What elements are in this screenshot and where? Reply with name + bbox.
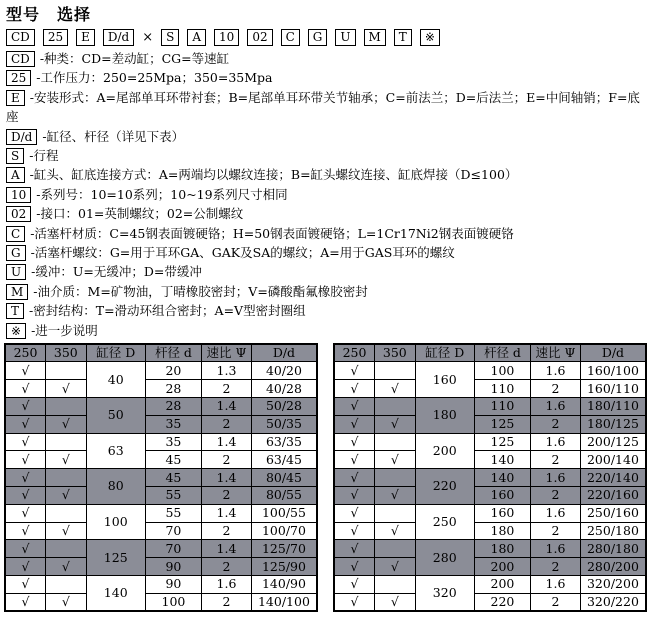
check-350-cell [46, 575, 87, 593]
legend-text: -行程 [29, 148, 59, 164]
model-code-box-10: 10 [214, 29, 239, 46]
table-row [334, 540, 646, 558]
dd-ratio-cell: 250/180 [580, 522, 646, 540]
bore-diameter-cell: 320 [415, 575, 474, 611]
dd-ratio-cell: 320/200 [580, 575, 646, 593]
model-code-box-a: A [187, 29, 206, 46]
speed-ratio-cell: 1.6 [531, 540, 581, 558]
check-250-cell: √ [5, 380, 46, 398]
speed-ratio-cell: 1.6 [531, 575, 581, 593]
check-250-cell: √ [334, 558, 375, 576]
column-header: 缸径 D [86, 344, 145, 362]
speed-ratio-cell: 2 [202, 593, 252, 611]
legend-item [6, 301, 647, 320]
rod-diameter-cell: 20 [145, 362, 201, 380]
legend-item [6, 243, 647, 262]
rod-diameter-cell: 110 [474, 380, 530, 398]
column-header: 250 [334, 344, 375, 362]
rod-diameter-cell: 220 [474, 593, 530, 611]
rod-diameter-cell: 90 [145, 558, 201, 576]
reference-mark-box: ※ [420, 29, 440, 46]
bore-diameter-cell: 100 [86, 504, 145, 540]
bore-diameter-cell: 125 [86, 540, 145, 576]
legend-item [6, 282, 647, 301]
model-code-box-cd: CD [6, 29, 35, 46]
bore-diameter-cell: 180 [415, 397, 474, 433]
legend-code-box: S [6, 148, 24, 164]
selection-table-right [333, 343, 647, 612]
table-row [5, 558, 317, 576]
legend-text: -系列号：10=10系列；10~19系列尺寸相同 [36, 186, 288, 202]
legend-text: -缸径、杆径（详见下表） [42, 128, 185, 144]
rod-diameter-cell: 180 [474, 522, 530, 540]
rod-diameter-cell: 55 [145, 504, 201, 522]
legend-item [6, 68, 647, 87]
table-row [334, 380, 646, 398]
dd-ratio-cell: 63/35 [251, 433, 317, 451]
speed-ratio-cell: 2 [531, 558, 581, 576]
table-row [334, 486, 646, 504]
check-250-cell: √ [5, 433, 46, 451]
check-250-cell: √ [5, 469, 46, 487]
speed-ratio-cell: 1.6 [202, 575, 252, 593]
speed-ratio-cell: 2 [202, 558, 252, 576]
check-350-cell: √ [46, 380, 87, 398]
table-row [5, 540, 317, 558]
check-250-cell: √ [5, 558, 46, 576]
speed-ratio-cell: 1.4 [202, 397, 252, 415]
bore-diameter-cell: 220 [415, 469, 474, 505]
table-row [334, 558, 646, 576]
legend-item [6, 88, 647, 127]
legend-code-box: ※ [6, 323, 26, 339]
speed-ratio-cell: 2 [202, 380, 252, 398]
selection-tables [4, 343, 647, 612]
check-250-cell: √ [334, 522, 375, 540]
check-350-cell: √ [375, 486, 416, 504]
table-row [5, 362, 317, 380]
speed-ratio-cell: 1.6 [531, 397, 581, 415]
model-code-box-dd: D/d [103, 29, 134, 46]
check-350-cell [375, 504, 416, 522]
check-350-cell: √ [375, 593, 416, 611]
table-row [5, 415, 317, 433]
table-row [5, 504, 317, 522]
speed-ratio-cell: 2 [531, 380, 581, 398]
speed-ratio-cell: 1.6 [531, 362, 581, 380]
legend-item [6, 321, 647, 340]
rod-diameter-cell: 125 [474, 433, 530, 451]
legend-code-box: E [6, 90, 25, 106]
check-350-cell [46, 397, 87, 415]
rod-diameter-cell: 140 [474, 451, 530, 469]
check-350-cell: √ [375, 415, 416, 433]
legend-text: -活塞杆材质：C=45钢表面镀硬铬；H=50钢表面镀硬铬；L=1Cr17Ni2钢表面镀硬铬 [30, 225, 514, 241]
speed-ratio-cell: 1.6 [531, 504, 581, 522]
check-250-cell: √ [334, 380, 375, 398]
table-row [334, 433, 646, 451]
check-350-cell [375, 575, 416, 593]
model-code-box-c: C [281, 29, 300, 46]
rod-diameter-cell: 45 [145, 451, 201, 469]
column-header: 杆径 d [474, 344, 530, 362]
speed-ratio-cell: 2 [202, 522, 252, 540]
rod-diameter-cell: 90 [145, 575, 201, 593]
legend-text: -密封结构：T=滑动环组合密封；A=V型密封圈组 [29, 303, 306, 319]
check-250-cell: √ [334, 593, 375, 611]
rod-diameter-cell: 45 [145, 469, 201, 487]
check-250-cell: √ [334, 540, 375, 558]
rod-diameter-cell: 200 [474, 575, 530, 593]
dd-ratio-cell: 200/140 [580, 451, 646, 469]
check-350-cell [375, 397, 416, 415]
check-350-cell [375, 469, 416, 487]
dd-ratio-cell: 280/180 [580, 540, 646, 558]
table-row [5, 397, 317, 415]
check-250-cell: √ [334, 362, 375, 380]
legend-code-box: G [6, 245, 26, 261]
rod-diameter-cell: 140 [474, 469, 530, 487]
speed-ratio-cell: 2 [531, 486, 581, 504]
dd-ratio-cell: 125/70 [251, 540, 317, 558]
check-350-cell [375, 433, 416, 451]
check-250-cell: √ [5, 575, 46, 593]
speed-ratio-cell: 2 [531, 451, 581, 469]
column-header: D/d [580, 344, 646, 362]
legend-text: -缓冲：U=无缓冲；D=带缓冲 [31, 264, 202, 280]
check-350-cell: √ [46, 522, 87, 540]
rod-diameter-cell: 55 [145, 486, 201, 504]
multiply-sign: × [142, 29, 154, 45]
check-350-cell [46, 362, 87, 380]
check-350-cell [46, 433, 87, 451]
model-code-box-s: S [161, 29, 179, 46]
rod-diameter-cell: 200 [474, 558, 530, 576]
dd-ratio-cell: 63/45 [251, 451, 317, 469]
legend-text: -工作压力：250=25Mpa；350=35Mpa [36, 70, 273, 86]
model-code-box-g: G [308, 29, 328, 46]
speed-ratio-cell: 1.4 [202, 433, 252, 451]
speed-ratio-cell: 2 [202, 451, 252, 469]
legend-item [6, 165, 647, 184]
dd-ratio-cell: 100/55 [251, 504, 317, 522]
legend-code-box: 25 [6, 70, 31, 86]
check-350-cell: √ [375, 451, 416, 469]
speed-ratio-cell: 1.3 [202, 362, 252, 380]
check-250-cell: √ [5, 504, 46, 522]
legend-code-box: A [6, 167, 25, 183]
model-code-box-t: T [394, 29, 412, 46]
dd-ratio-cell: 180/125 [580, 415, 646, 433]
dd-ratio-cell: 140/100 [251, 593, 317, 611]
column-header: 速比 Ψ [202, 344, 252, 362]
header-row [334, 344, 646, 362]
dd-ratio-cell: 80/55 [251, 486, 317, 504]
rod-diameter-cell: 180 [474, 540, 530, 558]
bore-diameter-cell: 40 [86, 362, 145, 398]
legend-text: -缸头、缸底连接方式：A=两端均以螺纹连接；B=缸头螺纹连接、缸底焊接（D≤100） [29, 167, 518, 183]
rod-diameter-cell: 28 [145, 397, 201, 415]
rod-diameter-cell: 35 [145, 415, 201, 433]
model-code-box-u: U [335, 29, 355, 46]
legend-text: -安装形式：A=尾部单耳环带衬套；B=尾部单耳环带关节轴承；C=前法兰；D=后法兰；E=中间轴销；F=底座 [6, 89, 640, 125]
table-row [5, 469, 317, 487]
legend-code-box: T [6, 303, 24, 319]
table-row [334, 362, 646, 380]
check-250-cell: √ [5, 397, 46, 415]
check-350-cell: √ [46, 486, 87, 504]
check-250-cell: √ [5, 593, 46, 611]
legend-code-box: CD [6, 51, 35, 67]
check-250-cell: √ [334, 433, 375, 451]
speed-ratio-cell: 2 [531, 415, 581, 433]
dd-ratio-cell: 200/125 [580, 433, 646, 451]
dd-ratio-cell: 220/160 [580, 486, 646, 504]
check-250-cell: √ [334, 415, 375, 433]
header-row [5, 344, 317, 362]
dd-ratio-cell: 320/220 [580, 593, 646, 611]
check-350-cell: √ [46, 415, 87, 433]
legend-code-box: 10 [6, 187, 31, 203]
table-row [5, 433, 317, 451]
check-350-cell: √ [46, 451, 87, 469]
check-350-cell [46, 540, 87, 558]
dd-ratio-cell: 125/90 [251, 558, 317, 576]
legend-text: -进一步说明 [31, 322, 98, 338]
model-code-row [6, 28, 647, 46]
table-row [334, 415, 646, 433]
check-350-cell: √ [375, 558, 416, 576]
check-350-cell: √ [46, 558, 87, 576]
speed-ratio-cell: 1.4 [202, 504, 252, 522]
rod-diameter-cell: 70 [145, 522, 201, 540]
check-350-cell: √ [46, 593, 87, 611]
check-250-cell: √ [5, 522, 46, 540]
bore-diameter-cell: 140 [86, 575, 145, 611]
speed-ratio-cell: 2 [202, 486, 252, 504]
check-350-cell [375, 540, 416, 558]
column-header: 350 [46, 344, 87, 362]
dd-ratio-cell: 250/160 [580, 504, 646, 522]
column-header: 250 [5, 344, 46, 362]
speed-ratio-cell: 2 [202, 415, 252, 433]
bore-diameter-cell: 50 [86, 397, 145, 433]
legend-code-box: 02 [6, 206, 31, 222]
check-250-cell: √ [5, 540, 46, 558]
rod-diameter-cell: 70 [145, 540, 201, 558]
check-350-cell: √ [375, 380, 416, 398]
legend-text: -种类：CD=差动缸；CG=等速缸 [39, 51, 230, 66]
legend-list [6, 49, 647, 340]
table-row [5, 593, 317, 611]
dd-ratio-cell: 280/200 [580, 558, 646, 576]
dd-ratio-cell: 220/140 [580, 469, 646, 487]
column-header: D/d [251, 344, 317, 362]
page-title: 型号 选择 [6, 5, 92, 24]
check-250-cell: √ [334, 486, 375, 504]
model-code-box-m: M [364, 29, 386, 46]
legend-item [6, 49, 647, 68]
bore-diameter-cell: 280 [415, 540, 474, 576]
legend-item [6, 127, 647, 146]
check-250-cell: √ [5, 362, 46, 380]
legend-item [6, 204, 647, 223]
dd-ratio-cell: 160/100 [580, 362, 646, 380]
bore-diameter-cell: 80 [86, 469, 145, 505]
rod-diameter-cell: 125 [474, 415, 530, 433]
dd-ratio-cell: 180/110 [580, 397, 646, 415]
rod-diameter-cell: 110 [474, 397, 530, 415]
check-350-cell [375, 362, 416, 380]
column-header: 350 [375, 344, 416, 362]
table-row [5, 522, 317, 540]
speed-ratio-cell: 2 [531, 593, 581, 611]
speed-ratio-cell: 1.6 [531, 469, 581, 487]
legend-code-box: U [6, 264, 26, 280]
check-350-cell [46, 504, 87, 522]
selection-table-left [4, 343, 318, 612]
legend-item [6, 185, 647, 204]
table-row [334, 397, 646, 415]
dd-ratio-cell: 40/20 [251, 362, 317, 380]
dd-ratio-cell: 40/28 [251, 380, 317, 398]
check-250-cell: √ [334, 451, 375, 469]
dd-ratio-cell: 50/28 [251, 397, 317, 415]
table-row [5, 486, 317, 504]
legend-item [6, 146, 647, 165]
check-350-cell: √ [375, 522, 416, 540]
rod-diameter-cell: 28 [145, 380, 201, 398]
check-250-cell: √ [5, 486, 46, 504]
model-code-box-25: 25 [43, 29, 68, 46]
bore-diameter-cell: 160 [415, 362, 474, 398]
legend-item [6, 262, 647, 281]
table-row [334, 575, 646, 593]
model-code-box-e: E [76, 29, 95, 46]
speed-ratio-cell: 1.4 [202, 469, 252, 487]
legend-code-box: M [6, 284, 28, 300]
column-header: 缸径 D [415, 344, 474, 362]
check-250-cell: √ [334, 469, 375, 487]
check-250-cell: √ [334, 504, 375, 522]
table-row [5, 380, 317, 398]
dd-ratio-cell: 100/70 [251, 522, 317, 540]
column-header: 速比 Ψ [531, 344, 581, 362]
rod-diameter-cell: 100 [145, 593, 201, 611]
check-250-cell: √ [334, 397, 375, 415]
table-row [5, 575, 317, 593]
rod-diameter-cell: 160 [474, 486, 530, 504]
table-row [334, 593, 646, 611]
dd-ratio-cell: 50/35 [251, 415, 317, 433]
table-row [334, 522, 646, 540]
legend-text: -活塞杆螺纹：G=用于耳环GA、GAK及SA的螺纹；A=用于GAS耳环的螺纹 [30, 245, 455, 261]
legend-text: -接口：01=英制螺纹；02=公制螺纹 [36, 206, 244, 222]
legend-item [6, 224, 647, 243]
dd-ratio-cell: 160/110 [580, 380, 646, 398]
check-350-cell [46, 469, 87, 487]
speed-ratio-cell: 1.6 [531, 433, 581, 451]
table-row [334, 469, 646, 487]
check-250-cell: √ [5, 415, 46, 433]
bore-diameter-cell: 63 [86, 433, 145, 469]
table-row [334, 504, 646, 522]
legend-text: -油介质：M=矿物油，丁晴橡胶密封；V=磷酸酯氟橡胶密封 [33, 283, 368, 299]
table-row [334, 451, 646, 469]
table-row [5, 451, 317, 469]
column-header: 杆径 d [145, 344, 201, 362]
dd-ratio-cell: 140/90 [251, 575, 317, 593]
legend-code-box: D/d [6, 129, 37, 145]
check-250-cell: √ [334, 575, 375, 593]
rod-diameter-cell: 100 [474, 362, 530, 380]
rod-diameter-cell: 35 [145, 433, 201, 451]
speed-ratio-cell: 2 [531, 522, 581, 540]
model-code-box-02: 02 [247, 29, 272, 46]
check-250-cell: √ [5, 451, 46, 469]
bore-diameter-cell: 250 [415, 504, 474, 540]
rod-diameter-cell: 160 [474, 504, 530, 522]
bore-diameter-cell: 200 [415, 433, 474, 469]
dd-ratio-cell: 80/45 [251, 469, 317, 487]
legend-code-box: C [6, 226, 25, 242]
speed-ratio-cell: 1.4 [202, 540, 252, 558]
